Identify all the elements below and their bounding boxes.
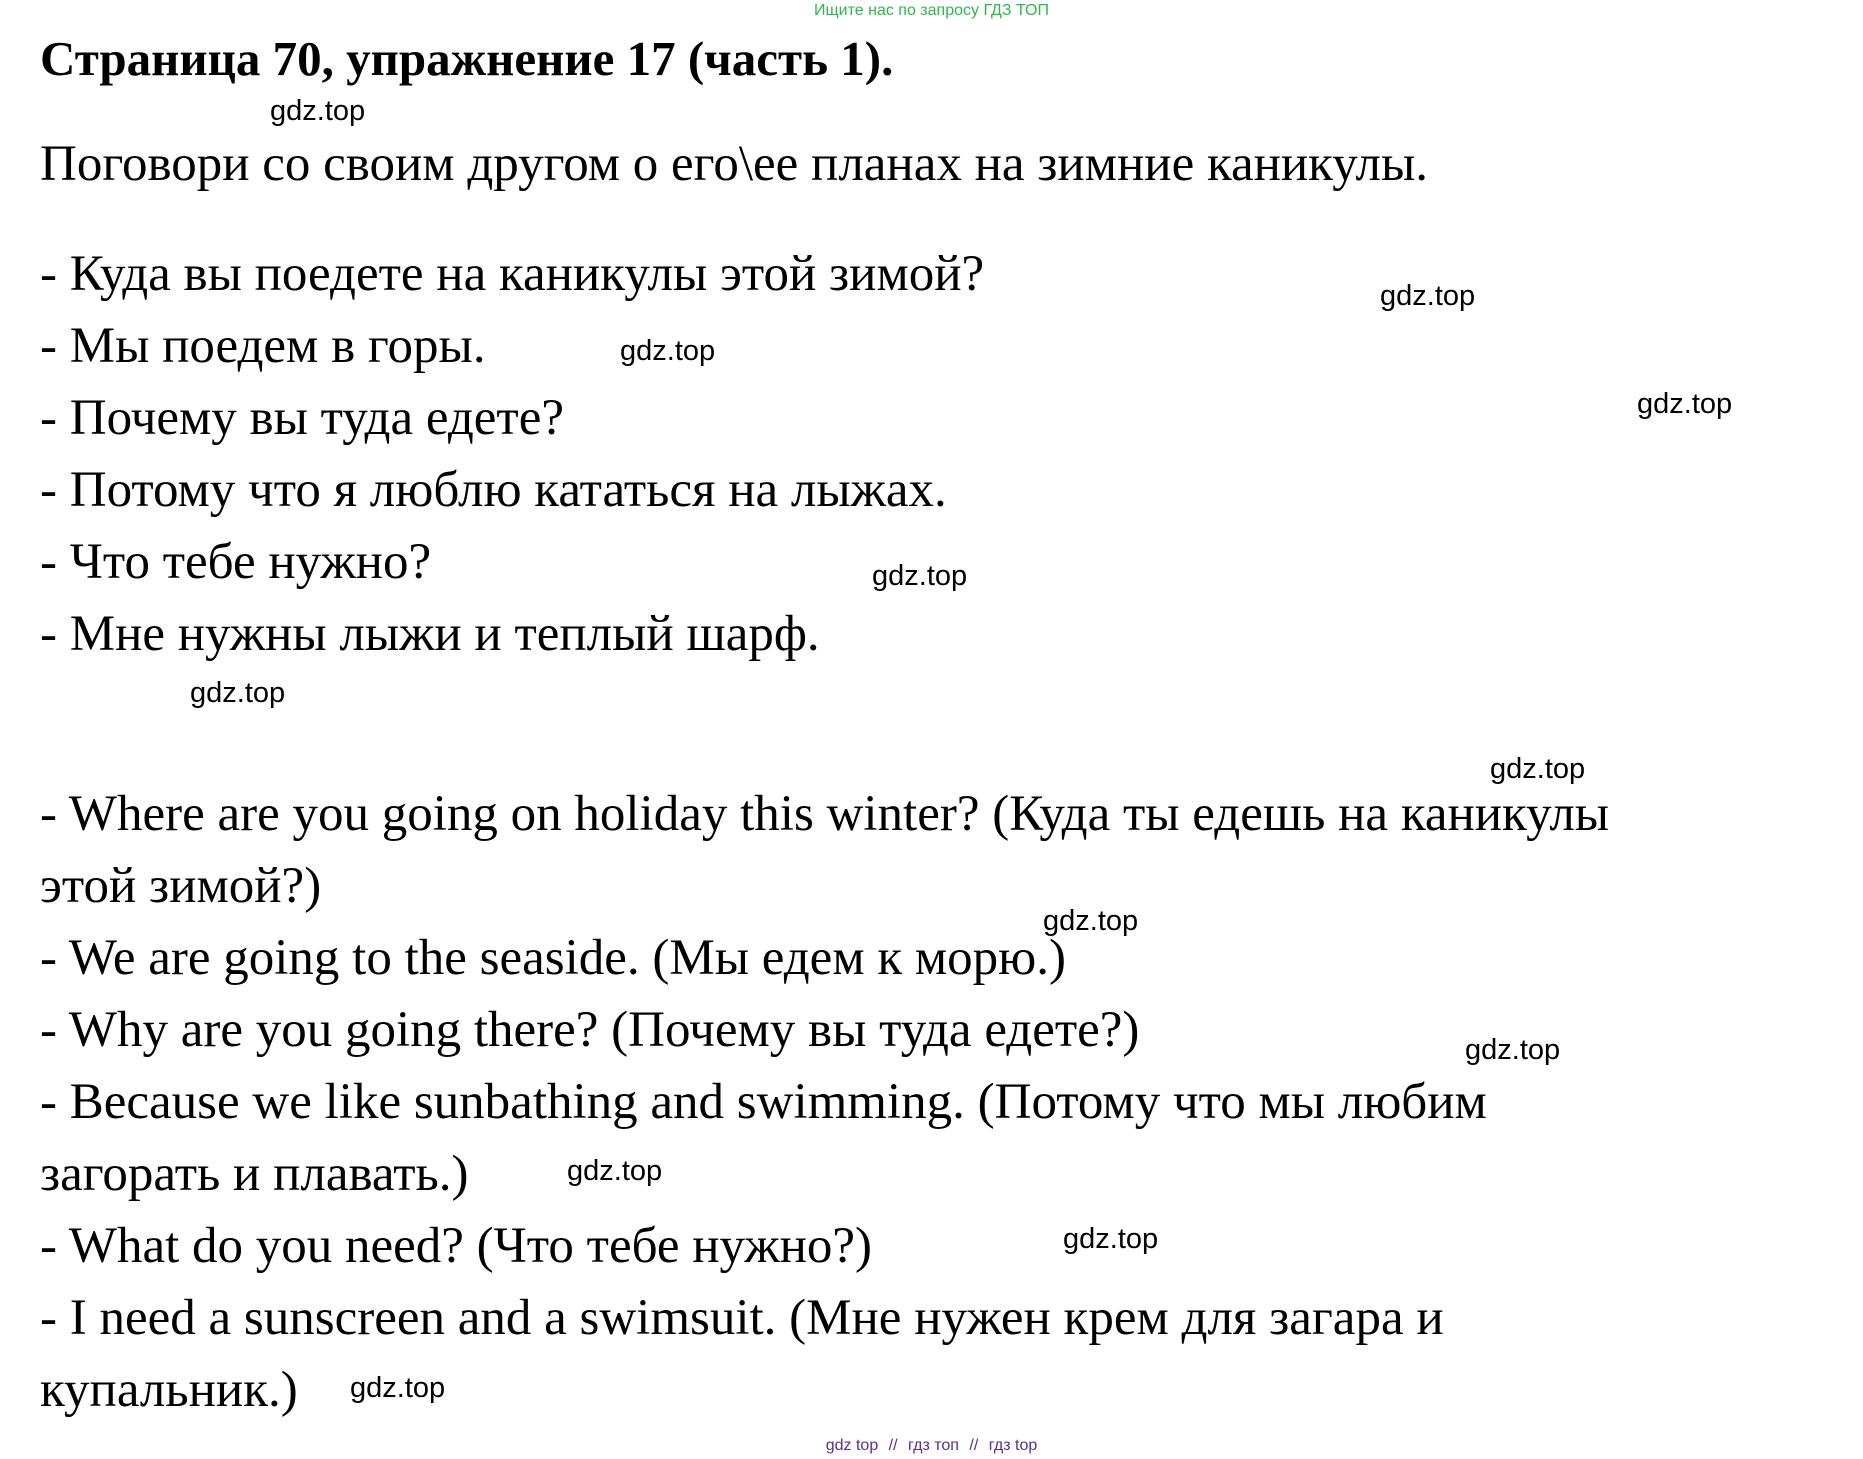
footer-link[interactable]: гдз топ bbox=[908, 1437, 959, 1454]
dialogue-line: - Что тебе нужно? bbox=[40, 534, 432, 590]
dialogue-line: - Where are you going on holiday this winter? (Куда ты едешь на каникулы bbox=[40, 786, 1610, 842]
watermark: gdz.top bbox=[567, 1155, 663, 1187]
watermark: gdz.top bbox=[270, 95, 366, 127]
exercise-instruction: Поговори со своим другом о его\ее планах на зимние каникулы. bbox=[40, 136, 1428, 192]
watermark: gdz.top bbox=[1465, 1034, 1561, 1066]
footer-separator: // bbox=[969, 1437, 979, 1454]
footer-separator: // bbox=[888, 1437, 898, 1454]
watermark: gdz.top bbox=[1043, 905, 1139, 937]
watermark: gdz.top bbox=[1637, 388, 1733, 420]
dialogue-line: - Куда вы поедете на каникулы этой зимой? bbox=[40, 246, 985, 302]
dialogue-line: - What do you need? (Что тебе нужно?) bbox=[40, 1218, 873, 1274]
watermark: gdz.top bbox=[190, 677, 286, 709]
watermark: gdz.top bbox=[620, 335, 716, 367]
russian-dialogue bbox=[40, 238, 984, 670]
top-banner: Ищите нас по запросу ГДЗ ТОП bbox=[814, 2, 1049, 19]
watermark: gdz.top bbox=[1380, 280, 1476, 312]
dialogue-line: - Почему вы туда едете? bbox=[40, 390, 564, 446]
dialogue-line: этой зимой?) bbox=[40, 858, 322, 914]
watermark: gdz.top bbox=[1063, 1223, 1159, 1255]
dialogue-line: - We are going to the seaside. (Мы едем к морю.) bbox=[40, 930, 1066, 986]
footer-link[interactable]: гдз top bbox=[988, 1437, 1038, 1454]
dialogue-line: - Потому что я люблю кататься на лыжах. bbox=[40, 462, 947, 518]
english-dialogue bbox=[40, 778, 1609, 1426]
watermark: gdz.top bbox=[350, 1372, 446, 1404]
watermark: gdz.top bbox=[1490, 753, 1586, 785]
page-title: Страница 70, упражнение 17 (часть 1). bbox=[40, 31, 894, 86]
dialogue-line: купальник.) bbox=[40, 1362, 298, 1418]
dialogue-line: загорать и плавать.) bbox=[40, 1146, 469, 1202]
watermark: gdz.top bbox=[872, 560, 968, 592]
dialogue-line: - Because we like sunbathing and swimming. (Потому что мы любим bbox=[40, 1074, 1487, 1130]
dialogue-line: - I need a sunscreen and a swimsuit. (Мне нужен крем для загара и bbox=[40, 1290, 1444, 1346]
footer-link[interactable]: gdz top bbox=[825, 1437, 879, 1454]
dialogue-line: - Мы поедем в горы. bbox=[40, 318, 486, 374]
dialogue-line: - Мне нужны лыжи и теплый шарф. bbox=[40, 606, 820, 662]
dialogue-line: - Why are you going there? (Почему вы туда едете?) bbox=[40, 1002, 1140, 1058]
footer-links bbox=[0, 1437, 1863, 1455]
